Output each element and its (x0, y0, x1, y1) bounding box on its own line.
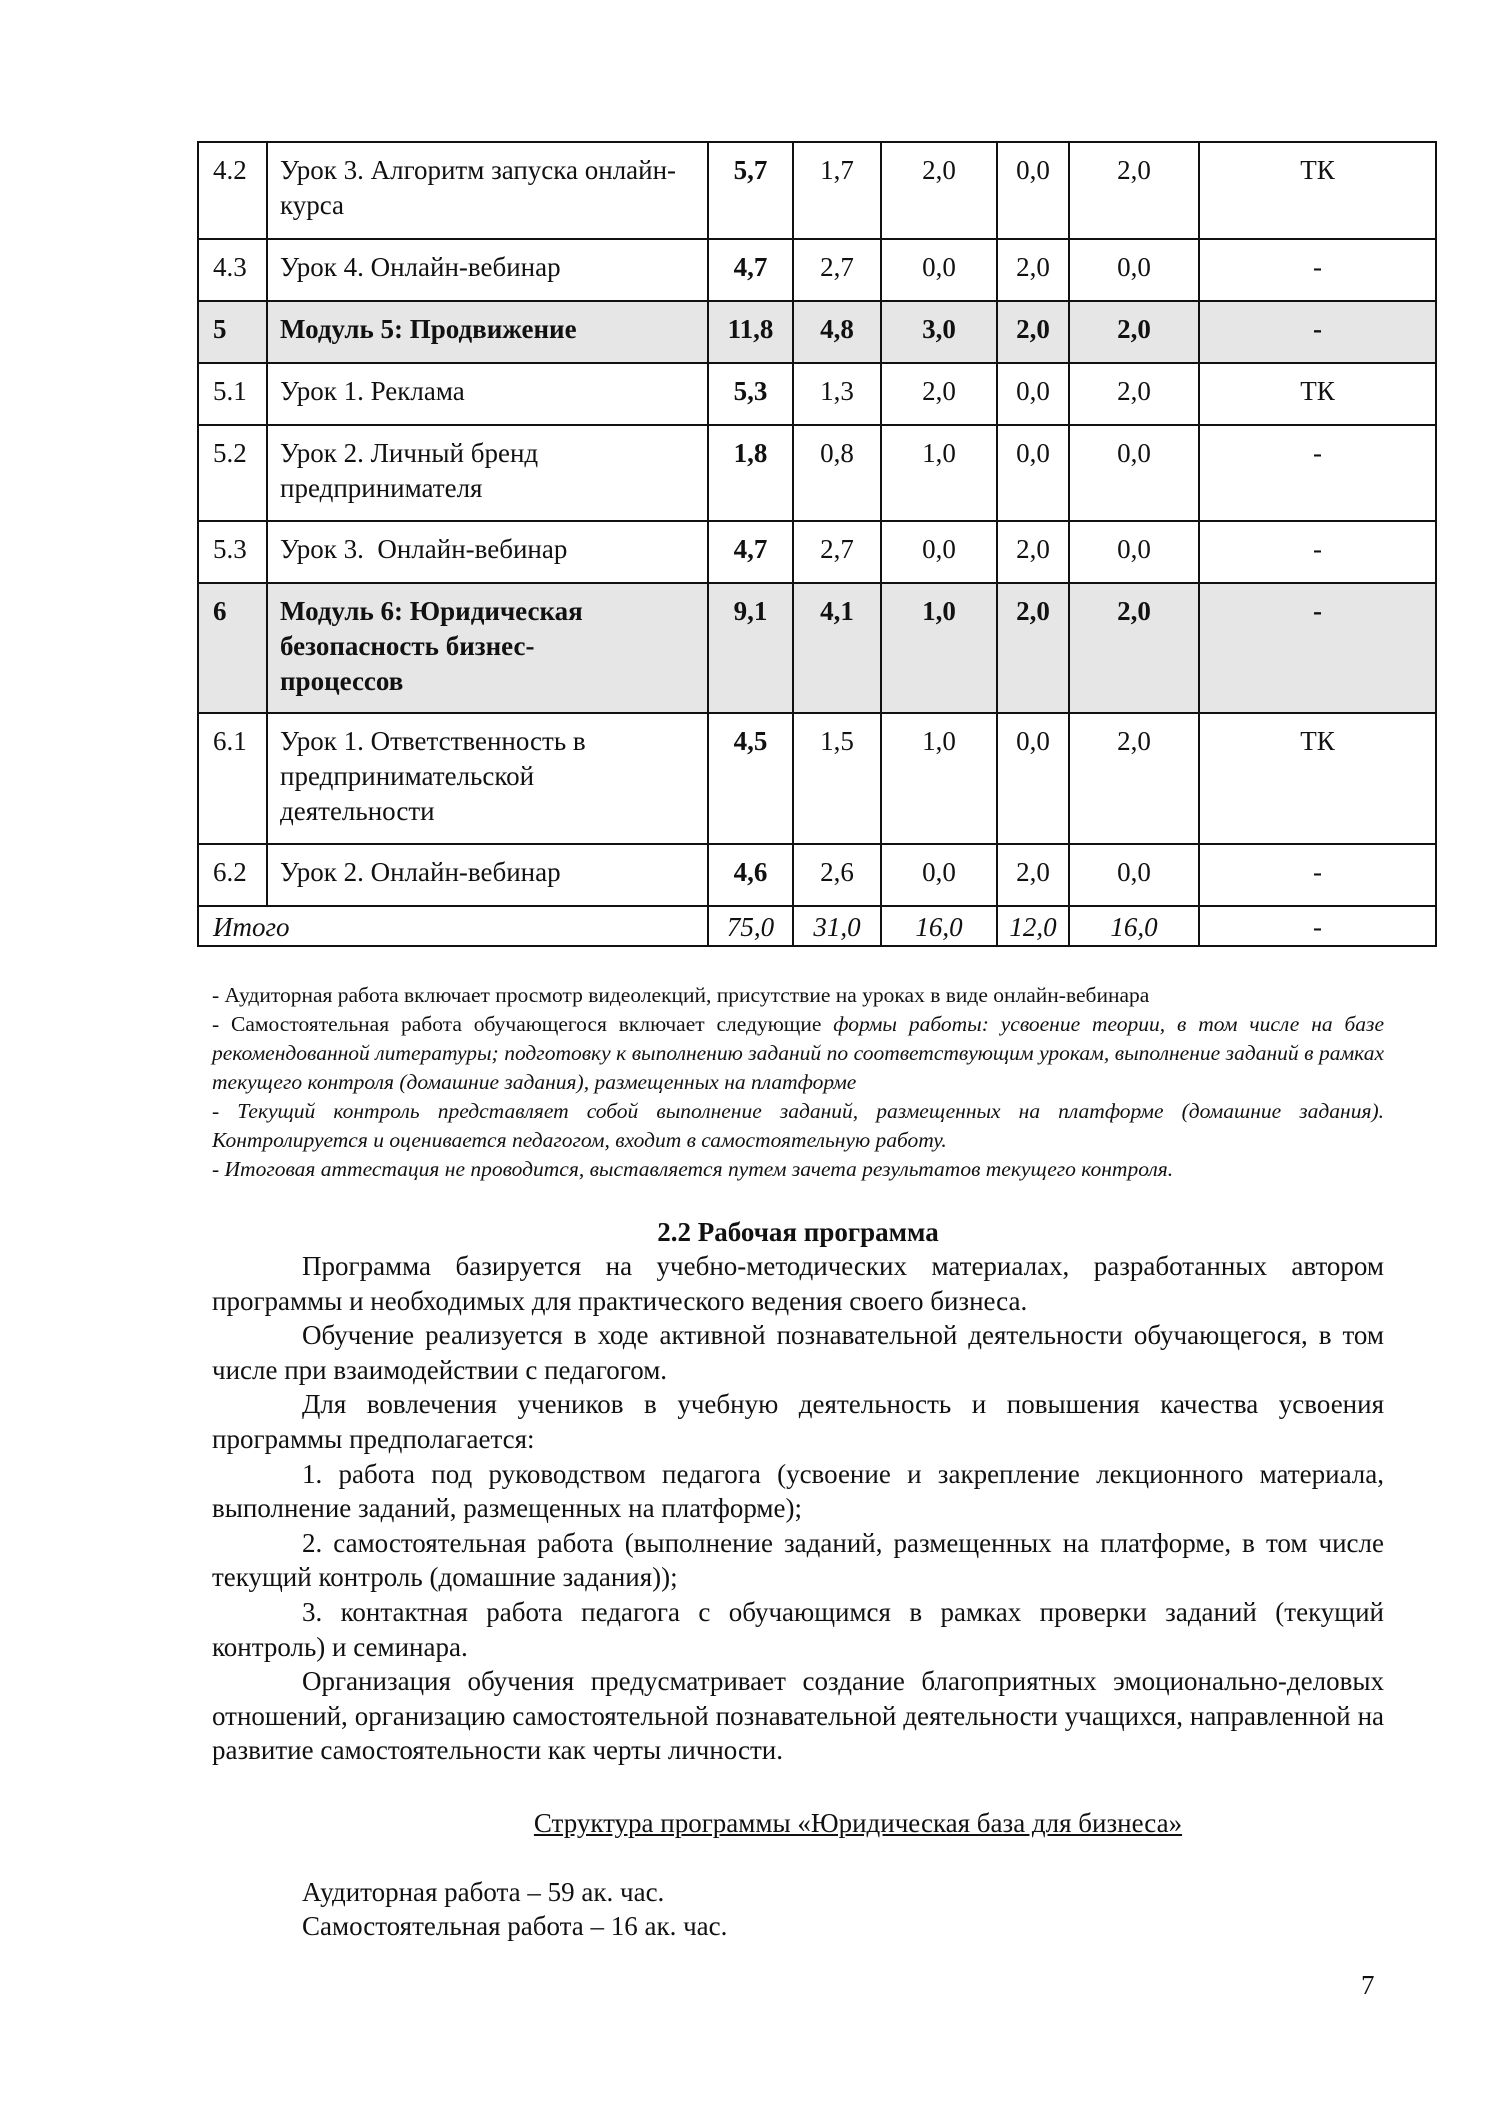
structure-title-text: Структура программы «Юридическая база для бизнеса» (533, 1808, 1183, 1838)
total-hours-col2: 16,0 (881, 906, 997, 946)
row-hours-col1: 1,3 (793, 363, 881, 425)
row-title: Урок 2. Личный бренд предпринимателя (267, 425, 708, 521)
row-number: 4.3 (198, 239, 267, 301)
row-total-hours: 5,3 (708, 363, 793, 425)
row-number: 4.2 (198, 142, 267, 239)
table-row (198, 142, 1436, 239)
row-hours-col1: 1,7 (793, 142, 881, 239)
row-hours-col2: 0,0 (881, 239, 997, 301)
row-number: 5.3 (198, 521, 267, 583)
row-total-hours: 1,8 (708, 425, 793, 521)
row-hours-col3: 0,0 (997, 363, 1069, 425)
hours-summary (302, 1875, 727, 1943)
row-control-form: ТК (1199, 363, 1436, 425)
row-hours-col4: 2,0 (1069, 142, 1199, 239)
row-hours-col1: 4,1 (793, 583, 881, 713)
row-control-form: - (1199, 844, 1436, 906)
table-row (198, 713, 1436, 844)
row-number: 5.1 (198, 363, 267, 425)
row-hours-col1: 2,7 (793, 239, 881, 301)
section-body (212, 1249, 1384, 1768)
total-control-form: - (1199, 906, 1436, 946)
section-heading: 2.2 Рабочая программа (657, 1217, 939, 1247)
structure-heading (212, 1806, 1384, 1840)
module-row (198, 583, 1436, 713)
total-hours: 75,0 (708, 906, 793, 946)
curriculum-table-body (198, 142, 1436, 946)
row-title: Модуль 6: Юридическая безопасность бизнес-процессов (267, 583, 708, 713)
row-hours-col2: 3,0 (881, 301, 997, 363)
curriculum-table (197, 141, 1437, 947)
row-hours-col3: 0,0 (997, 713, 1069, 844)
paragraph: Обучение реализуется в ходе активной познавательной деятельности обучающегося, в том числе при взаимодействии с педагогом. (212, 1320, 1384, 1385)
row-title: Модуль 5: Продвижение (267, 301, 708, 363)
row-hours-col4: 0,0 (1069, 425, 1199, 521)
row-hours-col3: 2,0 (997, 844, 1069, 906)
row-title: Урок 4. Онлайн-вебинар (267, 239, 708, 301)
row-hours-col3: 0,0 (997, 425, 1069, 521)
row-total-hours: 5,7 (708, 142, 793, 239)
total-row (198, 906, 1436, 946)
row-number: 6.1 (198, 713, 267, 844)
row-number: 5 (198, 301, 267, 363)
table-row (198, 521, 1436, 583)
row-number: 5.2 (198, 425, 267, 521)
table-row (198, 363, 1436, 425)
row-control-form: - (1199, 425, 1436, 521)
row-hours-col4: 0,0 (1069, 844, 1199, 906)
row-total-hours: 4,5 (708, 713, 793, 844)
total-label: Итого (198, 906, 708, 946)
row-hours-col3: 2,0 (997, 239, 1069, 301)
row-hours-col4: 2,0 (1069, 301, 1199, 363)
row-hours-col2: 0,0 (881, 521, 997, 583)
row-control-form: - (1199, 239, 1436, 301)
row-number: 6.2 (198, 844, 267, 906)
row-total-hours: 11,8 (708, 301, 793, 363)
row-hours-col2: 0,0 (881, 844, 997, 906)
module-row (198, 301, 1436, 363)
row-total-hours: 4,6 (708, 844, 793, 906)
row-hours-col1: 2,7 (793, 521, 881, 583)
row-control-form: ТК (1199, 142, 1436, 239)
row-hours-col1: 4,8 (793, 301, 881, 363)
row-control-form: - (1199, 583, 1436, 713)
row-hours-col4: 0,0 (1069, 521, 1199, 583)
row-hours-col1: 1,5 (793, 713, 881, 844)
row-total-hours: 4,7 (708, 521, 793, 583)
row-title: Урок 1. Ответственность в предпринимательской деятельности (267, 713, 708, 844)
note-current-control: - Текущий контроль представляет собой выполнение заданий, размещенных на платформе (домашние задания). Контролируется и оценивается педагогом, входит в самостоятельную работу. (212, 1099, 1384, 1152)
note-self-study (212, 1010, 1384, 1097)
table-notes (212, 981, 1384, 1184)
row-title: Урок 3. Онлайн-вебинар (267, 521, 708, 583)
paragraph: Программа базируется на учебно-методических материалах, разработанных автором программы и необходимых для практического ведения своего бизнеса. (212, 1251, 1384, 1316)
paragraph: Организация обучения предусматривает создание благоприятных эмоционально-деловых отношений, организацию самостоятельной познавательной деятельности учащихся, направленной на развитие самостоятельности как черты личности. (212, 1666, 1384, 1766)
row-title: Урок 2. Онлайн-вебинар (267, 844, 708, 906)
row-hours-col1: 0,8 (793, 425, 881, 521)
row-hours-col3: 2,0 (997, 301, 1069, 363)
row-control-form: - (1199, 301, 1436, 363)
row-hours-col3: 2,0 (997, 521, 1069, 583)
table-row (198, 425, 1436, 521)
note-auditory-work: - Аудиторная работа включает просмотр видеолекций, присутствие на уроках в виде онлайн-вебинара (212, 983, 1150, 1007)
row-number: 6 (198, 583, 267, 713)
list-item: 2. самостоятельная работа (выполнение заданий, размещенных на платформе, в том числе текущий контроль (домашние задания)); (212, 1527, 1384, 1593)
row-hours-col2: 1,0 (881, 425, 997, 521)
table-row (198, 239, 1436, 301)
total-hours-col1: 31,0 (793, 906, 881, 946)
total-hours-col4: 16,0 (1069, 906, 1199, 946)
note-final-attestation: - Итоговая аттестация не проводится, выставляется путем зачета результатов текущего контроля. (212, 1157, 1174, 1181)
row-total-hours: 4,7 (708, 239, 793, 301)
note-self-study-forms: формы работы: усвоение теории, в том числе на базе рекомендованной литературы; подготовку к выполнению заданий по соответствующим урокам, выполнение заданий в рамках текущего контроля (домашние задания), размещенных на платформе (212, 1012, 1384, 1094)
row-hours-col2: 2,0 (881, 363, 997, 425)
note-self-study-lead: - Самостоятельная работа обучающегося включает следующие (212, 1012, 834, 1036)
row-hours-col4: 2,0 (1069, 583, 1199, 713)
row-hours-col4: 2,0 (1069, 713, 1199, 844)
row-title: Урок 3. Алгоритм запуска онлайн-курса (267, 142, 708, 239)
list-item: 3. контактная работа педагога с обучающимся в рамках проверки заданий (текущий контроль) и семинара. (212, 1596, 1384, 1662)
row-hours-col3: 2,0 (997, 583, 1069, 713)
list-item: 1. работа под руководством педагога (усвоение и закрепление лекционного материала, выполнение заданий, размещенных на платформе); (212, 1458, 1384, 1524)
row-hours-col2: 2,0 (881, 142, 997, 239)
table-row (198, 844, 1436, 906)
row-hours-col2: 1,0 (881, 713, 997, 844)
auditory-hours: Аудиторная работа – 59 ак. час. (302, 1877, 665, 1907)
self-study-hours: Самостоятельная работа – 16 ак. час. (302, 1911, 728, 1941)
paragraph: Для вовлечения учеников в учебную деятельность и повышения качества усвоения программы предполагается: (212, 1389, 1384, 1454)
row-hours-col3: 0,0 (997, 142, 1069, 239)
row-hours-col4: 0,0 (1069, 239, 1199, 301)
row-total-hours: 9,1 (708, 583, 793, 713)
row-control-form: - (1199, 521, 1436, 583)
row-control-form: ТК (1199, 713, 1436, 844)
page-number: 7 (1361, 1970, 1375, 2000)
total-hours-col3: 12,0 (997, 906, 1069, 946)
row-title: Урок 1. Реклама (267, 363, 708, 425)
row-hours-col2: 1,0 (881, 583, 997, 713)
row-hours-col4: 2,0 (1069, 363, 1199, 425)
row-hours-col1: 2,6 (793, 844, 881, 906)
